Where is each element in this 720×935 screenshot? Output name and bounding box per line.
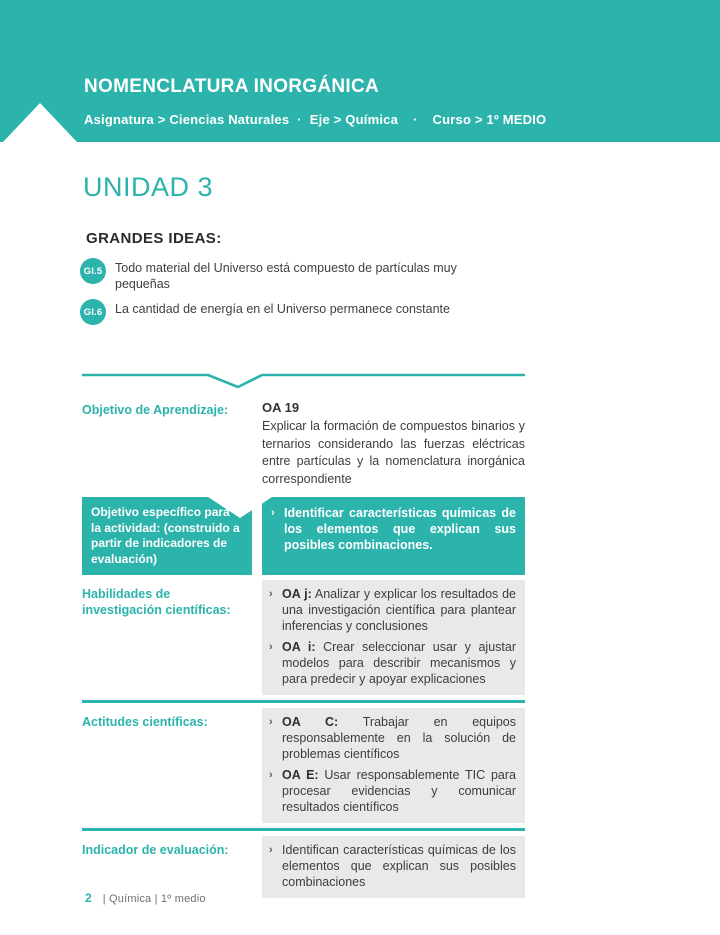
list-item xyxy=(269,639,516,687)
oa-code: OA i: xyxy=(282,640,316,654)
list-item xyxy=(271,505,516,553)
chevron-bullet-icon: › xyxy=(271,507,275,519)
oa-code: OA j: xyxy=(282,587,312,601)
row-content xyxy=(262,497,525,575)
row-divider xyxy=(82,700,525,703)
bullet-text xyxy=(282,767,516,815)
triangle-notch-decoration xyxy=(208,497,272,518)
big-ideas-list xyxy=(80,258,540,332)
table-row xyxy=(82,836,525,898)
gi5-badge: GI.5 xyxy=(80,258,106,284)
bullet-text: Identifican características químicas de los elementos que explican sus posibles combinaciones xyxy=(282,843,516,889)
bullet-body: Crear seleccionar usar y ajustar modelos para describir mecanismos y para predecir y apoyar explicaciones xyxy=(282,640,516,686)
table-top-rule xyxy=(82,371,525,390)
gi6-badge: GI.6 xyxy=(80,299,106,325)
row-label-objetivo-aprendizaje: Objetivo de Aprendizaje: xyxy=(82,403,229,417)
list-item xyxy=(80,258,540,292)
breadcrumb-separator: · xyxy=(413,112,418,127)
oa-description: Explicar la formación de compuestos binarios y ternarios considerando las fuerzas eléctricas entre partículas y la nomenclatura inorgánica correspondiente xyxy=(262,419,525,486)
table-row xyxy=(82,708,525,823)
page-number: 2 xyxy=(85,891,92,905)
bullet-text: Identificar características químicas de los elementos que explican sus posibles combinaciones. xyxy=(284,506,516,552)
table-row xyxy=(82,390,525,488)
page-header xyxy=(0,0,720,142)
bullet-body: Usar responsablemente TIC para procesar evidencias y comunicar resultados científicos xyxy=(282,768,516,814)
footer-text: | Química | 1º medio xyxy=(102,893,206,905)
bullet-text xyxy=(282,639,516,687)
row-divider xyxy=(82,828,525,831)
triangle-notch-decoration xyxy=(3,103,77,142)
row-label-objetivo-especifico: Objetivo específico para la actividad: (construido a partir de indicadores de evaluación) xyxy=(82,497,252,575)
bullet-body: Analizar y explicar los resultados de una investigación científica para plantear inferencias y conclusiones xyxy=(282,587,516,633)
chevron-bullet-icon: › xyxy=(269,769,273,781)
breadcrumb-asignatura: Asignatura > Ciencias Naturales xyxy=(84,112,290,127)
list-item xyxy=(269,714,516,762)
list-item xyxy=(269,586,516,634)
row-content xyxy=(262,708,525,823)
breadcrumb xyxy=(84,112,546,127)
row-label-indicador: Indicador de evaluación: xyxy=(82,843,229,857)
list-item xyxy=(269,767,516,815)
big-ideas-heading: GRANDES IDEAS: xyxy=(86,230,222,247)
row-content xyxy=(262,390,525,488)
chevron-bullet-icon: › xyxy=(269,641,273,653)
list-item xyxy=(269,842,516,890)
chevron-bullet-icon: › xyxy=(269,588,273,600)
idea-text: La cantidad de energía en el Universo permanece constante xyxy=(115,302,450,316)
chevron-bullet-icon: › xyxy=(269,716,273,728)
breadcrumb-curso: Curso > 1º MEDIO xyxy=(432,112,547,127)
oa-code-heading: OA 19 xyxy=(262,400,300,415)
unit-title: UNIDAD 3 xyxy=(83,172,214,202)
row-content xyxy=(262,836,525,898)
table-row xyxy=(82,580,525,695)
bullet-body: Trabajar en equipos responsablemente en la solución de problemas científicos xyxy=(282,715,517,761)
oa-code: OA C: xyxy=(282,715,339,729)
row-label-habilidades: Habilidades de investigación científicas: xyxy=(82,587,231,617)
bullet-text xyxy=(282,714,516,762)
row-content xyxy=(262,580,525,695)
breadcrumb-eje: Eje > Química xyxy=(309,112,399,127)
table-row xyxy=(82,497,525,575)
objectives-table xyxy=(82,371,525,898)
bullet-text xyxy=(282,586,516,634)
list-item xyxy=(80,299,540,325)
row-label-actitudes: Actitudes científicas: xyxy=(82,715,208,729)
page-footer xyxy=(85,891,206,905)
breadcrumb-separator: · xyxy=(297,112,302,127)
idea-text: Todo material del Universo está compuesto de partículas muy pequeñas xyxy=(115,261,457,291)
page-title: NOMENCLATURA INORGÁNICA xyxy=(84,76,380,97)
oa-code: OA E: xyxy=(282,768,319,782)
chevron-bullet-icon: › xyxy=(269,844,273,856)
